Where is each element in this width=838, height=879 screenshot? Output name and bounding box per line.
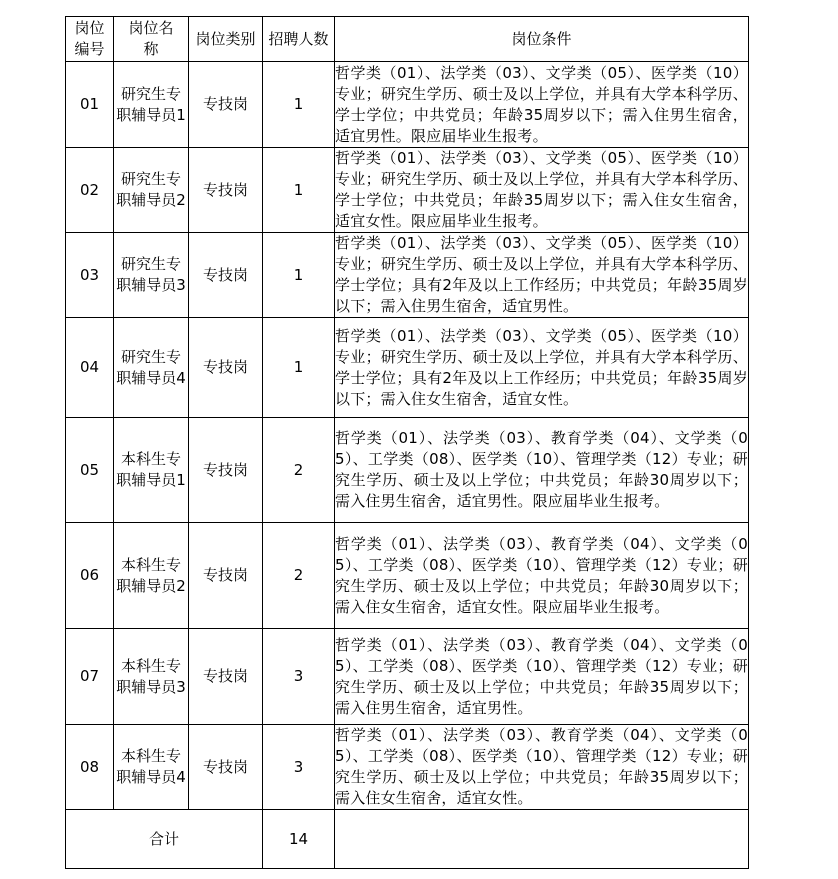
hire-count: 1: [263, 148, 335, 233]
position-name: 研究生专职辅导员2: [114, 148, 189, 233]
header-position-name: 岗位名称: [114, 17, 189, 62]
position-type: 专技岗: [189, 233, 263, 318]
position-conditions: 哲学类（01）、法学类（03）、文学类（05）、医学类（10）专业；研究生学历、硕士及以上学位，并具有大学本科学历、学士学位；中共党员；年龄35周岁以下；需入住女生宿舍，适宜女性。限应届毕业生报考。: [335, 148, 749, 233]
header-hire-count: 招聘人数: [263, 17, 335, 62]
position-type: 专技岗: [189, 418, 263, 523]
position-conditions: 哲学类（01）、法学类（03）、教育学类（04）、文学类（05）、工学类（08）、医学类（10）、管理学类（12）专业；研究生学历、硕士及以上学位；中共党员；年龄35周岁以下；需入住男生宿舍，适宜男性。: [335, 629, 749, 725]
hire-count: 1: [263, 233, 335, 318]
position-type: 专技岗: [189, 318, 263, 418]
table-row: [66, 418, 749, 523]
position-type: 专技岗: [189, 629, 263, 725]
position-id: 03: [66, 233, 114, 318]
total-count: 14: [263, 810, 335, 869]
table-row: [66, 318, 749, 418]
position-type: 专技岗: [189, 523, 263, 629]
position-id: 02: [66, 148, 114, 233]
position-conditions: 哲学类（01）、法学类（03）、文学类（05）、医学类（10）专业；研究生学历、硕士及以上学位，并具有大学本科学历、学士学位；具有2年及以上工作经历；中共党员；年龄35周岁以下；需入住男生宿舍，适宜男性。: [335, 233, 749, 318]
position-name: 本科生专职辅导员1: [114, 418, 189, 523]
total-row: [66, 810, 749, 869]
position-id: 06: [66, 523, 114, 629]
position-conditions: 哲学类（01）、法学类（03）、文学类（05）、医学类（10）专业；研究生学历、硕士及以上学位，并具有大学本科学历、学士学位；具有2年及以上工作经历；中共党员；年龄35周岁以下；需入住女生宿舍，适宜女性。: [335, 318, 749, 418]
header-conditions: 岗位条件: [335, 17, 749, 62]
table-row: [66, 233, 749, 318]
table-row: [66, 148, 749, 233]
table-row: [66, 62, 749, 148]
table-header-row: [66, 17, 749, 62]
position-type: 专技岗: [189, 148, 263, 233]
position-id: 08: [66, 725, 114, 810]
table-row: [66, 725, 749, 810]
position-name: 研究生专职辅导员3: [114, 233, 189, 318]
hire-count: 1: [263, 318, 335, 418]
position-id: 07: [66, 629, 114, 725]
hire-count: 3: [263, 629, 335, 725]
position-conditions: 哲学类（01）、法学类（03）、教育学类（04）、文学类（05）、工学类（08）、医学类（10）、管理学类（12）专业；研究生学历、硕士及以上学位；中共党员；年龄35周岁以下；需入住女生宿舍，适宜女性。: [335, 725, 749, 810]
total-conditions-empty: [335, 810, 749, 869]
position-name: 本科生专职辅导员3: [114, 629, 189, 725]
header-position-id: 岗位编号: [66, 17, 114, 62]
position-id: 04: [66, 318, 114, 418]
position-id: 01: [66, 62, 114, 148]
header-position-type: 岗位类别: [189, 17, 263, 62]
position-conditions: 哲学类（01）、法学类（03）、教育学类（04）、文学类（05）、工学类（08）、医学类（10）、管理学类（12）专业；研究生学历、硕士及以上学位；中共党员；年龄30周岁以下；需入住女生宿舍，适宜女性。限应届毕业生报考。: [335, 523, 749, 629]
position-name: 本科生专职辅导员2: [114, 523, 189, 629]
recruitment-table: [65, 16, 749, 869]
table-row: [66, 523, 749, 629]
position-type: 专技岗: [189, 62, 263, 148]
position-name: 研究生专职辅导员1: [114, 62, 189, 148]
position-name: 研究生专职辅导员4: [114, 318, 189, 418]
hire-count: 1: [263, 62, 335, 148]
table-row: [66, 629, 749, 725]
position-conditions: 哲学类（01）、法学类（03）、教育学类（04）、文学类（05）、工学类（08）、医学类（10）、管理学类（12）专业；研究生学历、硕士及以上学位；中共党员；年龄30周岁以下；需入住男生宿舍，适宜男性。限应届毕业生报考。: [335, 418, 749, 523]
position-name: 本科生专职辅导员4: [114, 725, 189, 810]
total-label: 合计: [66, 810, 263, 869]
hire-count: 3: [263, 725, 335, 810]
hire-count: 2: [263, 523, 335, 629]
hire-count: 2: [263, 418, 335, 523]
position-id: 05: [66, 418, 114, 523]
position-type: 专技岗: [189, 725, 263, 810]
position-conditions: 哲学类（01）、法学类（03）、文学类（05）、医学类（10）专业；研究生学历、硕士及以上学位，并具有大学本科学历、学士学位；中共党员；年龄35周岁以下；需入住男生宿舍，适宜男性。限应届毕业生报考。: [335, 62, 749, 148]
